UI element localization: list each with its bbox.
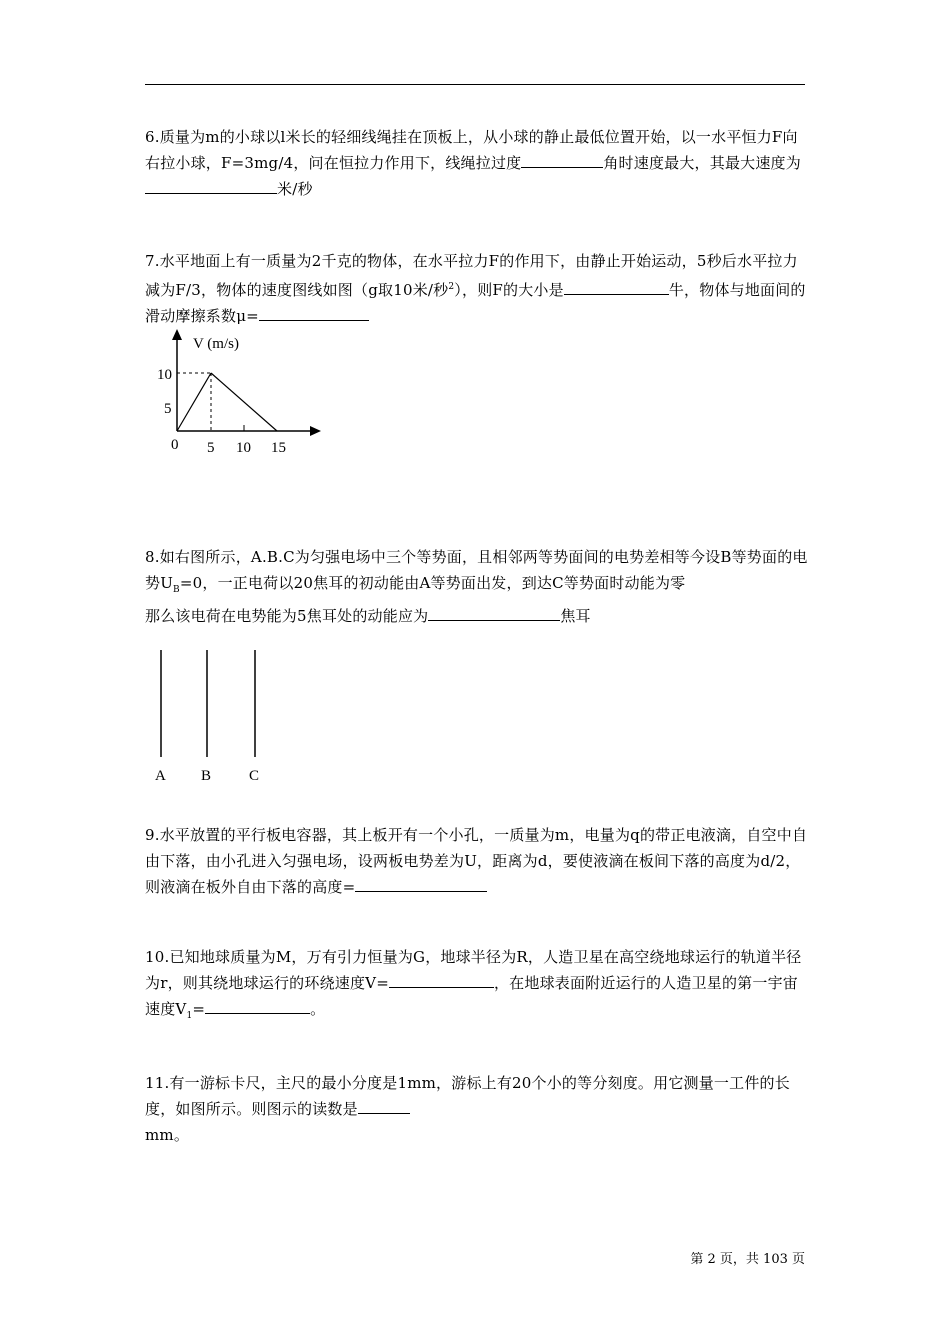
x-axis-arrow	[310, 426, 321, 436]
velocity-line-rise	[177, 373, 211, 431]
velocity-time-graph	[145, 325, 335, 465]
q10-mid2: =	[192, 1000, 206, 1018]
q10-tail: 。	[310, 1000, 326, 1018]
question-10	[145, 944, 810, 1029]
answer-blank	[205, 997, 310, 1014]
answer-blank	[564, 278, 669, 295]
question-8	[145, 544, 810, 629]
q11-line2: mm。	[145, 1126, 190, 1144]
plate-label-a: A	[155, 768, 166, 784]
answer-blank	[389, 971, 494, 988]
plate-label-c: C	[249, 768, 260, 784]
answer-blank	[355, 875, 487, 892]
y-axis-label: V (m/s)	[193, 336, 239, 352]
x-tick-label-15: 15	[271, 440, 286, 456]
q11-text: 11.有一游标卡尺，主尺的最小分度是1mm，游标上有20个小的等分刻度。用它测量一工件的长度，如图所示。则图示的读数是	[145, 1074, 790, 1118]
q6-tail: 米/秒	[277, 180, 313, 198]
equipotential-plates	[145, 645, 285, 790]
y-tick-5: 5	[164, 401, 172, 417]
question-7	[145, 248, 810, 329]
answer-blank	[358, 1097, 410, 1114]
question-11	[145, 1070, 810, 1148]
y-axis-arrow	[172, 329, 182, 340]
answer-blank	[259, 304, 369, 321]
answer-blank	[521, 151, 603, 168]
q6-text: 6.质量为m的小球以l米长的轻细线绳挂在顶板上，从小球的静止最低位置开始，以一水平恒力F向右拉小球，F=3mg/4，问在恒拉力作用下，线绳拉过度	[145, 128, 798, 172]
question-9	[145, 822, 810, 900]
header-rule	[145, 84, 805, 85]
q7-mid: ），则F的大小是	[454, 281, 564, 299]
x-tick-label-5: 5	[207, 440, 215, 456]
question-6	[145, 124, 810, 202]
q7-superscript: 2	[448, 282, 455, 292]
page-number: 第 2 页，共 103 页	[690, 1252, 805, 1267]
q10-subscript: 1	[186, 1011, 193, 1021]
q10-mid: ，在地球表面附近运行的人造卫星的第一宇宙速度V	[145, 974, 798, 1018]
q8-subscript: B	[173, 585, 180, 595]
answer-blank	[145, 177, 277, 194]
q7-mid2: 牛，物体与地面间的滑动摩擦系数μ=	[145, 281, 806, 325]
answer-blank	[428, 604, 560, 621]
q10-text: 10.已知地球质量为M，万有引力恒量为G，地球半径为R，人造卫星在高空绕地球运行的轨道半径为r，则其绕地球运行的环绕速度V=	[145, 948, 802, 992]
q8-line2: 那么该电荷在电势能为5焦耳处的动能应为	[145, 607, 429, 625]
q9-text: 9.水平放置的平行板电容器，其上板开有一个小孔，一质量为m，电量为q的带正电液滴，自空中自由下落，由小孔进入匀强电场，设两板电势差为U，距离为d，要使液滴在板间下落的高度为d/2，则液滴在板外自由下落的高度=	[145, 826, 808, 896]
plate-label-b: B	[201, 768, 212, 784]
y-tick-10: 10	[157, 367, 172, 383]
origin-label: 0	[171, 437, 179, 453]
q8-mid: =0，一正电荷以20焦耳的初动能由A等势面出发，到达C等势面时动能为零	[179, 574, 686, 592]
velocity-line-fall	[211, 373, 277, 431]
q8-text: 8.如右图所示，A.B.C为匀强电场中三个等势面，且相邻两等势面间的电势差相等今设B等势面的电势U	[145, 548, 808, 592]
x-tick-label-10: 10	[236, 440, 251, 456]
q8-tail: 焦耳	[560, 607, 591, 625]
q6-mid: 角时速度最大，其最大速度为	[603, 154, 801, 172]
q7-text: 7.水平地面上有一质量为2千克的物体，在水平拉力F的作用下，由静止开始运动，5秒后水平拉力减为F/3，物体的速度图线如图（g取10米/秒	[145, 252, 798, 299]
